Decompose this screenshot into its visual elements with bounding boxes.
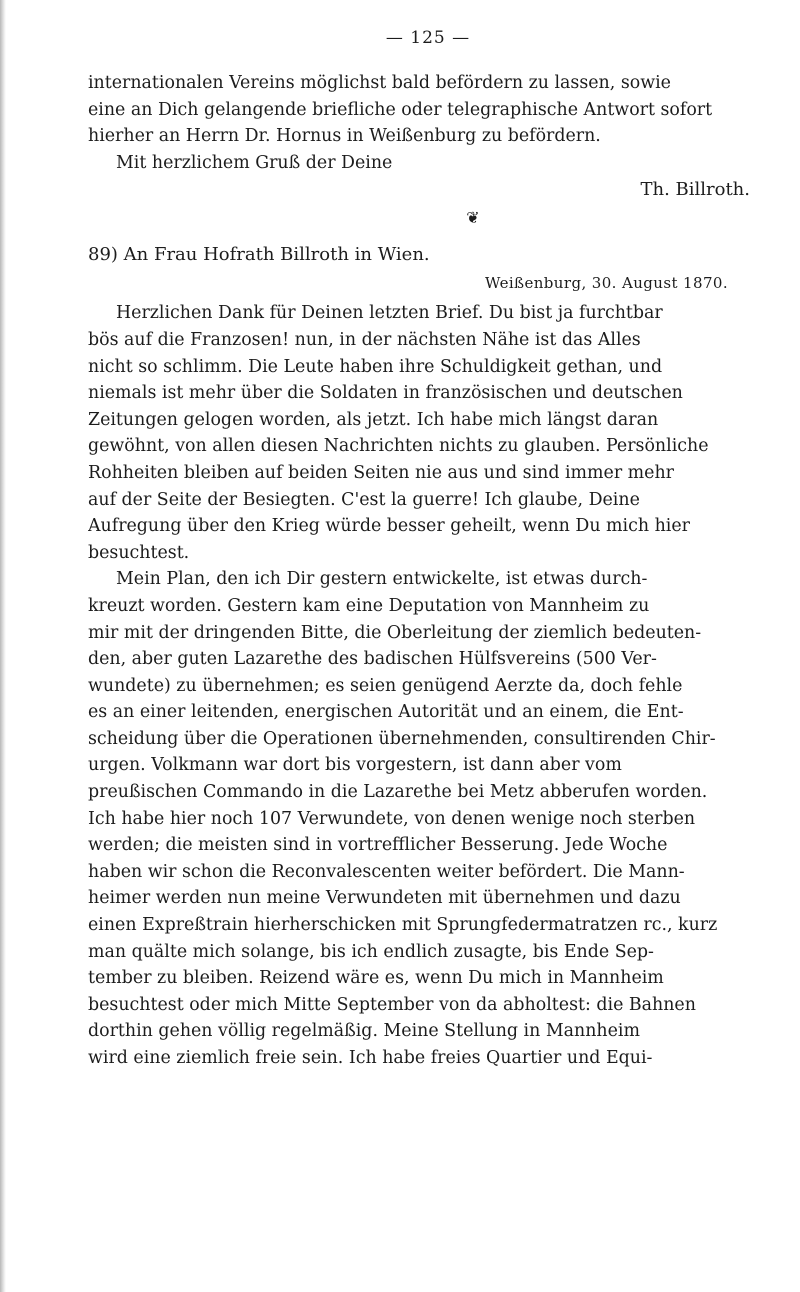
text-line: einen Expreßtrain hierherschicken mit Sprungfedermatratzen rc., kurz (88, 915, 718, 936)
text-line: den, aber guten Lazarethe des badischen Hülfsvereins (500 Ver- (88, 649, 657, 670)
letter-88-signature: Th. Billroth. (640, 179, 750, 201)
letter-89-heading: 89) An Frau Hofrath Billroth in Wien. (88, 244, 430, 266)
text-line: Ich habe hier noch 107 Verwundete, von denen wenige noch sterben (88, 808, 696, 829)
text-line: dorthin gehen völlig regelmäßig. Meine Stellung in Mannheim (88, 1021, 640, 1042)
text-line: haben wir schon die Reconvalescenten weiter befördert. Die Mann- (88, 861, 685, 882)
text-line: hierher an Herrn Dr. Hornus in Weißenburg zu befördern. (88, 126, 601, 147)
text-line: heimer werden nun meine Verwundeten mit übernehmen und dazu (88, 888, 681, 909)
text-line: tember zu bleiben. Reizend wäre es, wenn Du mich in Mannheim (88, 968, 664, 989)
text-line: mir mit der dringenden Bitte, die Oberleitung der ziemlich bedeuten- (88, 622, 702, 643)
text-line: preußischen Commando in die Lazarethe bei Metz abberufen worden. (88, 782, 708, 803)
letter-88-closing-paragraph (88, 70, 768, 176)
text-line: scheidung über die Operationen übernehmenden, consultirenden Chir- (88, 728, 716, 749)
text-line: internationalen Vereins möglichst bald befördern zu lassen, sowie (88, 73, 671, 93)
page-number: — 125 — (385, 28, 471, 48)
text-line: Rohheiten bleiben auf beiden Seiten nie aus und sind immer mehr (88, 462, 674, 483)
text-line: gewöhnt, von allen diesen Nachrichten nichts zu glauben. Persönliche (88, 436, 709, 457)
text-line: wird eine ziemlich freie sein. Ich habe freies Quartier und Equi- (88, 1048, 653, 1068)
text-line: bös auf die Franzosen! nun, in der nächsten Nähe ist das Alles (88, 329, 641, 350)
letter-89-paragraph-2 (88, 566, 768, 1071)
page-binding-shadow (0, 0, 6, 1292)
text-line: wundete) zu übernehmen; es seien genügend Aerzte da, doch fehle (88, 675, 683, 696)
text-line: Mein Plan, den ich Dir gestern entwickelte, ist etwas durch- (116, 569, 648, 590)
text-line: urgen. Volkmann war dort bis vorgestern, ist dann aber vom (88, 755, 622, 776)
text-line: nicht so schlimm. Die Leute haben ihre Schuldigkeit gethan, und (88, 356, 663, 377)
book-page (88, 28, 768, 1072)
letter-89-place-date: Weißenburg, 30. August 1870. (484, 274, 728, 293)
text-line: Zeitungen gelogen worden, als jetzt. Ich habe mich längst daran (88, 409, 659, 430)
letter-89-paragraph-1 (88, 300, 768, 566)
text-line: Mit herzlichem Gruß der Deine (116, 152, 393, 173)
fleuron-ornament-icon: ❦ (466, 208, 480, 228)
text-line: man quälte mich solange, bis ich endlich zusagte, bis Ende Sep- (88, 941, 654, 962)
text-line: Herzlichen Dank für Deinen letzten Brief. Du bist ja furchtbar (116, 303, 663, 324)
text-line: Aufregung über den Krieg würde besser geheilt, wenn Du mich hier (88, 516, 690, 537)
text-line: eine an Dich gelangende briefliche oder telegraphische Antwort sofort (88, 99, 713, 120)
text-line: es an einer leitenden, energischen Autorität und an einem, die Ent- (88, 702, 684, 723)
text-line: kreuzt worden. Gestern kam eine Deputation von Mannheim zu (88, 595, 650, 616)
text-line: besuchtest oder mich Mitte September von da abholtest: die Bahnen (88, 994, 696, 1015)
text-line: besuchtest. (88, 542, 190, 563)
text-line: niemals ist mehr über die Soldaten in französischen und deutschen (88, 383, 683, 404)
text-line: werden; die meisten sind in vortrefflicher Besserung. Jede Woche (88, 835, 668, 856)
text-line: auf der Seite der Besiegten. C'est la guerre! Ich glaube, Deine (88, 489, 640, 510)
